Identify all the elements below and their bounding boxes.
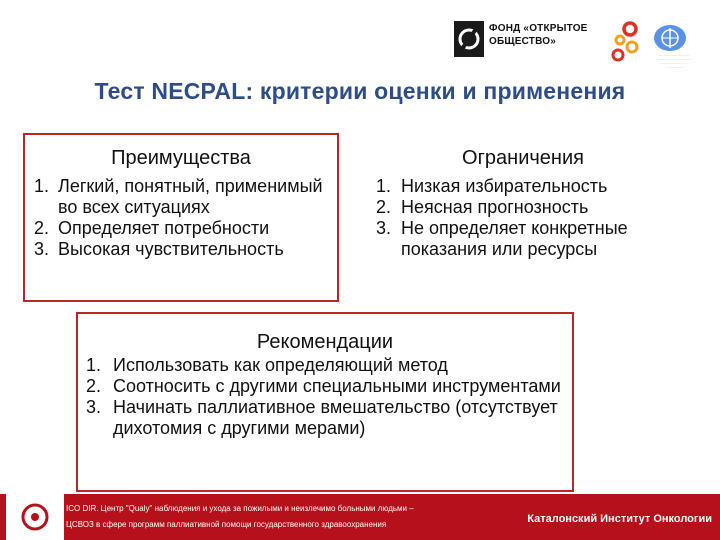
recommendations-list: [86, 355, 566, 439]
list-item: 2. Определяет потребности: [34, 218, 270, 238]
open-society-logo-text: ФОНД «ОТКРЫТОЕ ОБЩЕСТВО»: [489, 23, 588, 47]
ico-logo-icon: [6, 494, 64, 540]
footer-text: ICO DIR. Центр "Qualy" наблюдения и ухода за пожилыми и неизлечимо больными людьми – ЦСВОЗ в сфере программ паллиативной помощи государственного здравоохранения: [66, 504, 414, 529]
advantages-heading: Преимущества: [111, 147, 251, 169]
limitations-heading: Ограничения: [462, 147, 584, 169]
list-item: 2. Соотносить с другими специальными инструментами: [86, 376, 561, 396]
page-title: Тест NECPAL: критерии оценки и применения: [94, 78, 626, 104]
list-item: 3. Начинать паллиативное вмешательство (отсутствует дихотомия с другими мерами): [86, 397, 558, 438]
limitations-box: [360, 133, 686, 302]
footer-institute: Каталонский Институт Онкологии: [527, 513, 712, 525]
open-society-logo-icon: [454, 21, 484, 57]
list-item: 3. Высокая чувствительность: [34, 239, 284, 259]
limitations-list: [376, 176, 682, 260]
who-emblem-caption: ······························· ····································· ··························· ··················: [655, 53, 693, 69]
list-item: 2. Неясная прогнозность: [376, 197, 589, 217]
recommendations-heading: Рекомендации: [256, 331, 394, 353]
list-item: 1. Использовать как определяющий метод: [86, 355, 448, 375]
list-item: 3. Не определяет конкретные показания или ресурсы: [376, 218, 628, 259]
who-emblem-icon: [652, 23, 688, 53]
list-item: 1. Легкий, понятный, применимый во всех ситуациях: [34, 176, 323, 217]
advantages-list: [34, 176, 334, 260]
footer-bar: [0, 494, 720, 540]
recommendations-box: [76, 312, 574, 492]
advantages-box: [23, 133, 339, 302]
list-item: 1. Низкая избирательность: [376, 176, 608, 196]
